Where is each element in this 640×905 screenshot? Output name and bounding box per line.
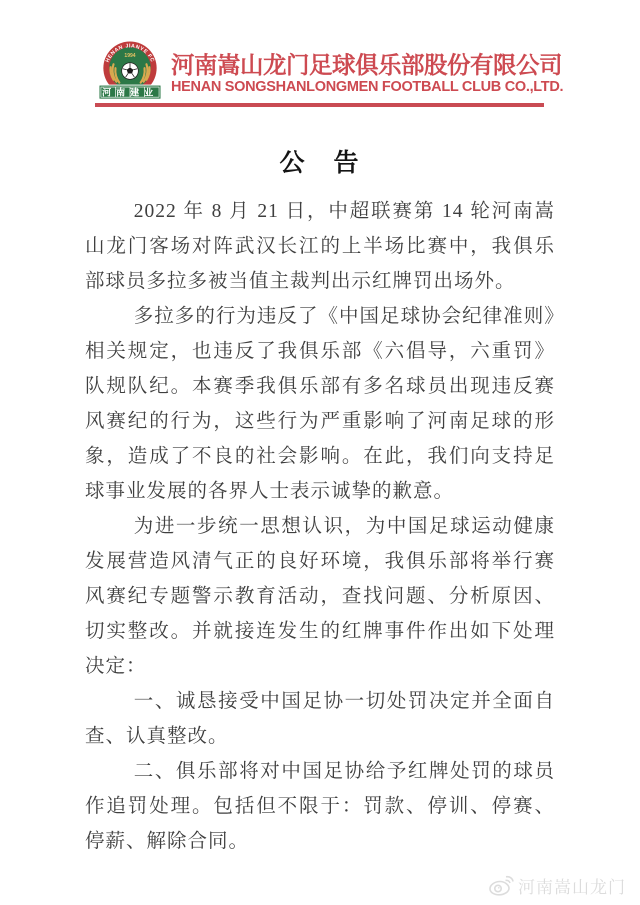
header-divider-rule [95,103,544,107]
weibo-icon [488,875,514,897]
paragraph-incident: 2022 年 8 月 21 日，中超联赛第 14 轮河南嵩山龙门客场对阵武汉长江的上半场比赛中，我俱乐部球员多拉多被当值主裁判出示红牌罚出场外。 [85,201,555,292]
paragraph-violation-apology: 多拉多的行为违反了《中国足球协会纪律准则》相关规定，也违反了我俱乐部《六倡导，六重罚》队规队纪。本赛季我俱乐部有多名球员出现违反赛风赛纪的行为，这些行为严重影响了河南足球的形象，造成了不良的社会影响。在此，我们向支持足球事业发展的各界人士表示诚挚的歉意。 [85,306,555,502]
club-header [96,41,563,103]
crest-banner-text: 河南建业 [101,87,159,98]
weibo-watermark [488,873,626,898]
crest-banner [99,85,161,99]
announcement-title: 公 告 [279,149,361,177]
club-names [171,49,563,96]
watermark-text: 河南嵩山龙门 [518,878,626,897]
club-crest-logo [96,41,164,103]
paragraph-decision-2: 二、俱乐部将对中国足协给予红牌处罚的球员作追罚处理。包括但不限于：罚款、停训、停赛、停薪、解除合同。 [85,761,555,852]
crest-arc-text: HENAN JIANYE FC [104,43,156,64]
club-name-chinese: 河南嵩山龙门足球俱乐部股份有限公司 [171,51,562,78]
soccer-ball-icon [122,63,139,80]
paragraph-measures-intro: 为进一步统一思想认识，为中国足球运动健康发展营造风清气正的良好环境，我俱乐部将举行赛风赛纪专题警示教育活动，查找问题、分析原因、切实整改。并就接连发生的红牌事件作出如下处理决定： [85,516,555,677]
paragraph-decision-1: 一、诚恳接受中国足协一切处罚决定并全面自查、认真整改。 [85,691,555,747]
announcement-body [85,194,555,859]
club-name-english: HENAN SONGSHANLONGMEN FOOTBALL CLUB CO.,LTD. [171,78,564,95]
crest-year: 1994 [124,52,136,59]
